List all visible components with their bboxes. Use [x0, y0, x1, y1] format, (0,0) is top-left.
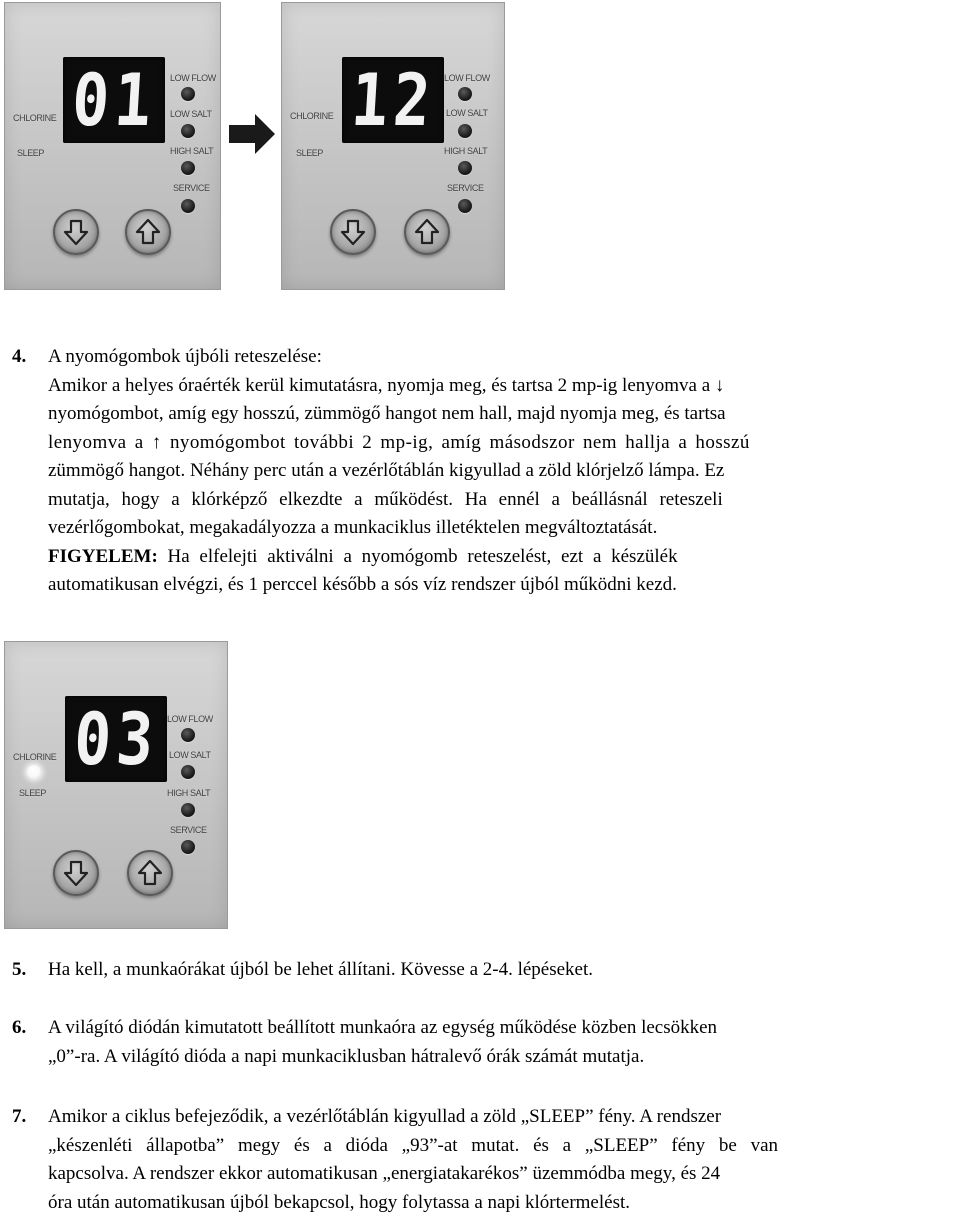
sleep-label: SLEEP [19, 788, 47, 798]
display-value: 01 [69, 58, 159, 142]
low-salt-label: LOW SALT [169, 750, 211, 760]
down-button[interactable] [330, 209, 376, 255]
right-arrow-icon [227, 112, 277, 156]
sleep-label: SLEEP [296, 148, 324, 158]
down-button[interactable] [53, 850, 99, 896]
section-6 [12, 1014, 956, 1071]
section-number: 4. [12, 346, 27, 367]
high-salt-label: HIGH SALT [170, 146, 214, 156]
down-button[interactable] [53, 209, 99, 255]
low-flow-label: LOW FLOW [170, 73, 216, 83]
low-salt-label: LOW SALT [446, 108, 488, 118]
up-button[interactable] [127, 850, 173, 896]
down-arrow-icon [55, 211, 97, 253]
paragraph-line: Amikor a helyes óraérték kerül kimutatásra, nyomja meg, és tartsa 2 mp-ig lenyomva a ↓ [48, 374, 725, 396]
chlorine-led-lit [27, 765, 41, 779]
up-arrow-icon [129, 852, 171, 894]
low-salt-label: LOW SALT [170, 109, 212, 119]
chlorine-label: CHLORINE [290, 111, 334, 121]
warning-text: Ha elfelejti aktiválni a nyomógomb reteszelést, ezt a készülék [157, 545, 678, 567]
section-text: A világító diódán kimutatott beállított munkaóra az egység működése közben lecsökken [48, 1017, 718, 1038]
service-label: SERVICE [170, 825, 207, 835]
section-heading: A nyomógombok újbóli reteszelése: [48, 346, 322, 367]
service-led [181, 199, 195, 213]
display-value: 12 [348, 58, 438, 142]
up-arrow-icon [127, 211, 169, 253]
low-flow-led [458, 87, 472, 101]
low-flow-led [181, 728, 195, 742]
paragraph-line: óra után automatikusan újból bekapcsol, hogy folytassa a napi klórtermelést. [48, 1191, 630, 1213]
paragraph-line: mutatja, hogy a klórképző elkezdte a működést. Ha ennél a beállásnál reteszeli [48, 488, 723, 510]
section-number: 7. [12, 1106, 27, 1127]
section-5-line [12, 956, 956, 985]
section-5 [12, 956, 956, 985]
control-panel-photo-2 [281, 2, 505, 290]
sleep-label: SLEEP [17, 148, 45, 158]
high-salt-label: HIGH SALT [167, 788, 211, 798]
low-salt-led [181, 124, 195, 138]
up-button[interactable] [404, 209, 450, 255]
up-button[interactable] [125, 209, 171, 255]
section-7-line [12, 1103, 956, 1132]
section-7 [12, 1103, 956, 1217]
low-salt-led [181, 765, 195, 779]
up-arrow-icon [406, 211, 448, 253]
section-number: 5. [12, 959, 27, 980]
led-display [342, 57, 444, 143]
section-4 [12, 343, 956, 600]
service-led [181, 840, 195, 854]
low-flow-led [181, 87, 195, 101]
down-arrow-icon [55, 852, 97, 894]
paragraph-line: vezérlőgombokat, megakadályozza a munkaciklus illetéktelen megváltoztatását. [48, 517, 658, 538]
paragraph-line: nyomógombot, amíg egy hosszú, zümmögő hangot nem hall, majd nyomja meg, és tartsa [48, 403, 726, 424]
section-text: Ha kell, a munkaórákat újból be lehet állítani. Kövesse a 2-4. lépéseket. [48, 959, 594, 980]
paragraph-line: zümmögő hangot. Néhány perc után a vezérlőtáblán kigyullad a zöld klórjelző lámpa. Ez [48, 460, 725, 481]
service-label: SERVICE [173, 183, 210, 193]
down-arrow-icon [332, 211, 374, 253]
high-salt-led [181, 161, 195, 175]
paragraph-line: „0”-ra. A világító dióda a napi munkaciklusban hátralevő órák számát mutatja. [48, 1045, 645, 1067]
led-display [65, 696, 167, 782]
high-salt-label: HIGH SALT [444, 146, 488, 156]
low-salt-led [458, 124, 472, 138]
paragraph-line: „készenléti állapotba” megy és a dióda „93”-at mutat. és a „SLEEP” fény be van [48, 1134, 779, 1156]
section-6-line [12, 1014, 956, 1043]
warning-line [12, 543, 956, 572]
display-value: 03 [71, 697, 161, 781]
low-flow-label: LOW FLOW [167, 714, 213, 724]
led-display [63, 57, 165, 143]
section-4-heading-line [12, 343, 956, 372]
section-text: Amikor a ciklus befejeződik, a vezérlőtáblán kigyullad a zöld „SLEEP” fény. A rendszer [48, 1106, 722, 1127]
chlorine-label: CHLORINE [13, 113, 57, 123]
paragraph-line: lenyomva a ↑ nyomógombot további 2 mp-ig, amíg másodszor nem hallja a hosszú [48, 431, 750, 453]
low-flow-label: LOW FLOW [444, 73, 490, 83]
chlorine-label: CHLORINE [13, 752, 57, 762]
service-led [458, 199, 472, 213]
control-panel-photo-3 [4, 641, 228, 929]
paragraph-line: kapcsolva. A rendszer ekkor automatikusan „energiatakarékos” üzemmódba megy, és 24 [48, 1163, 721, 1184]
high-salt-led [181, 803, 195, 817]
warning-label: FIGYELEM: [48, 545, 158, 567]
high-salt-led [458, 161, 472, 175]
paragraph-line: automatikusan elvégzi, és 1 perccel később a sós víz rendszer újból működni kezd. [48, 574, 677, 595]
section-number: 6. [12, 1017, 27, 1038]
control-panel-photo-1 [4, 2, 221, 290]
service-label: SERVICE [447, 183, 484, 193]
